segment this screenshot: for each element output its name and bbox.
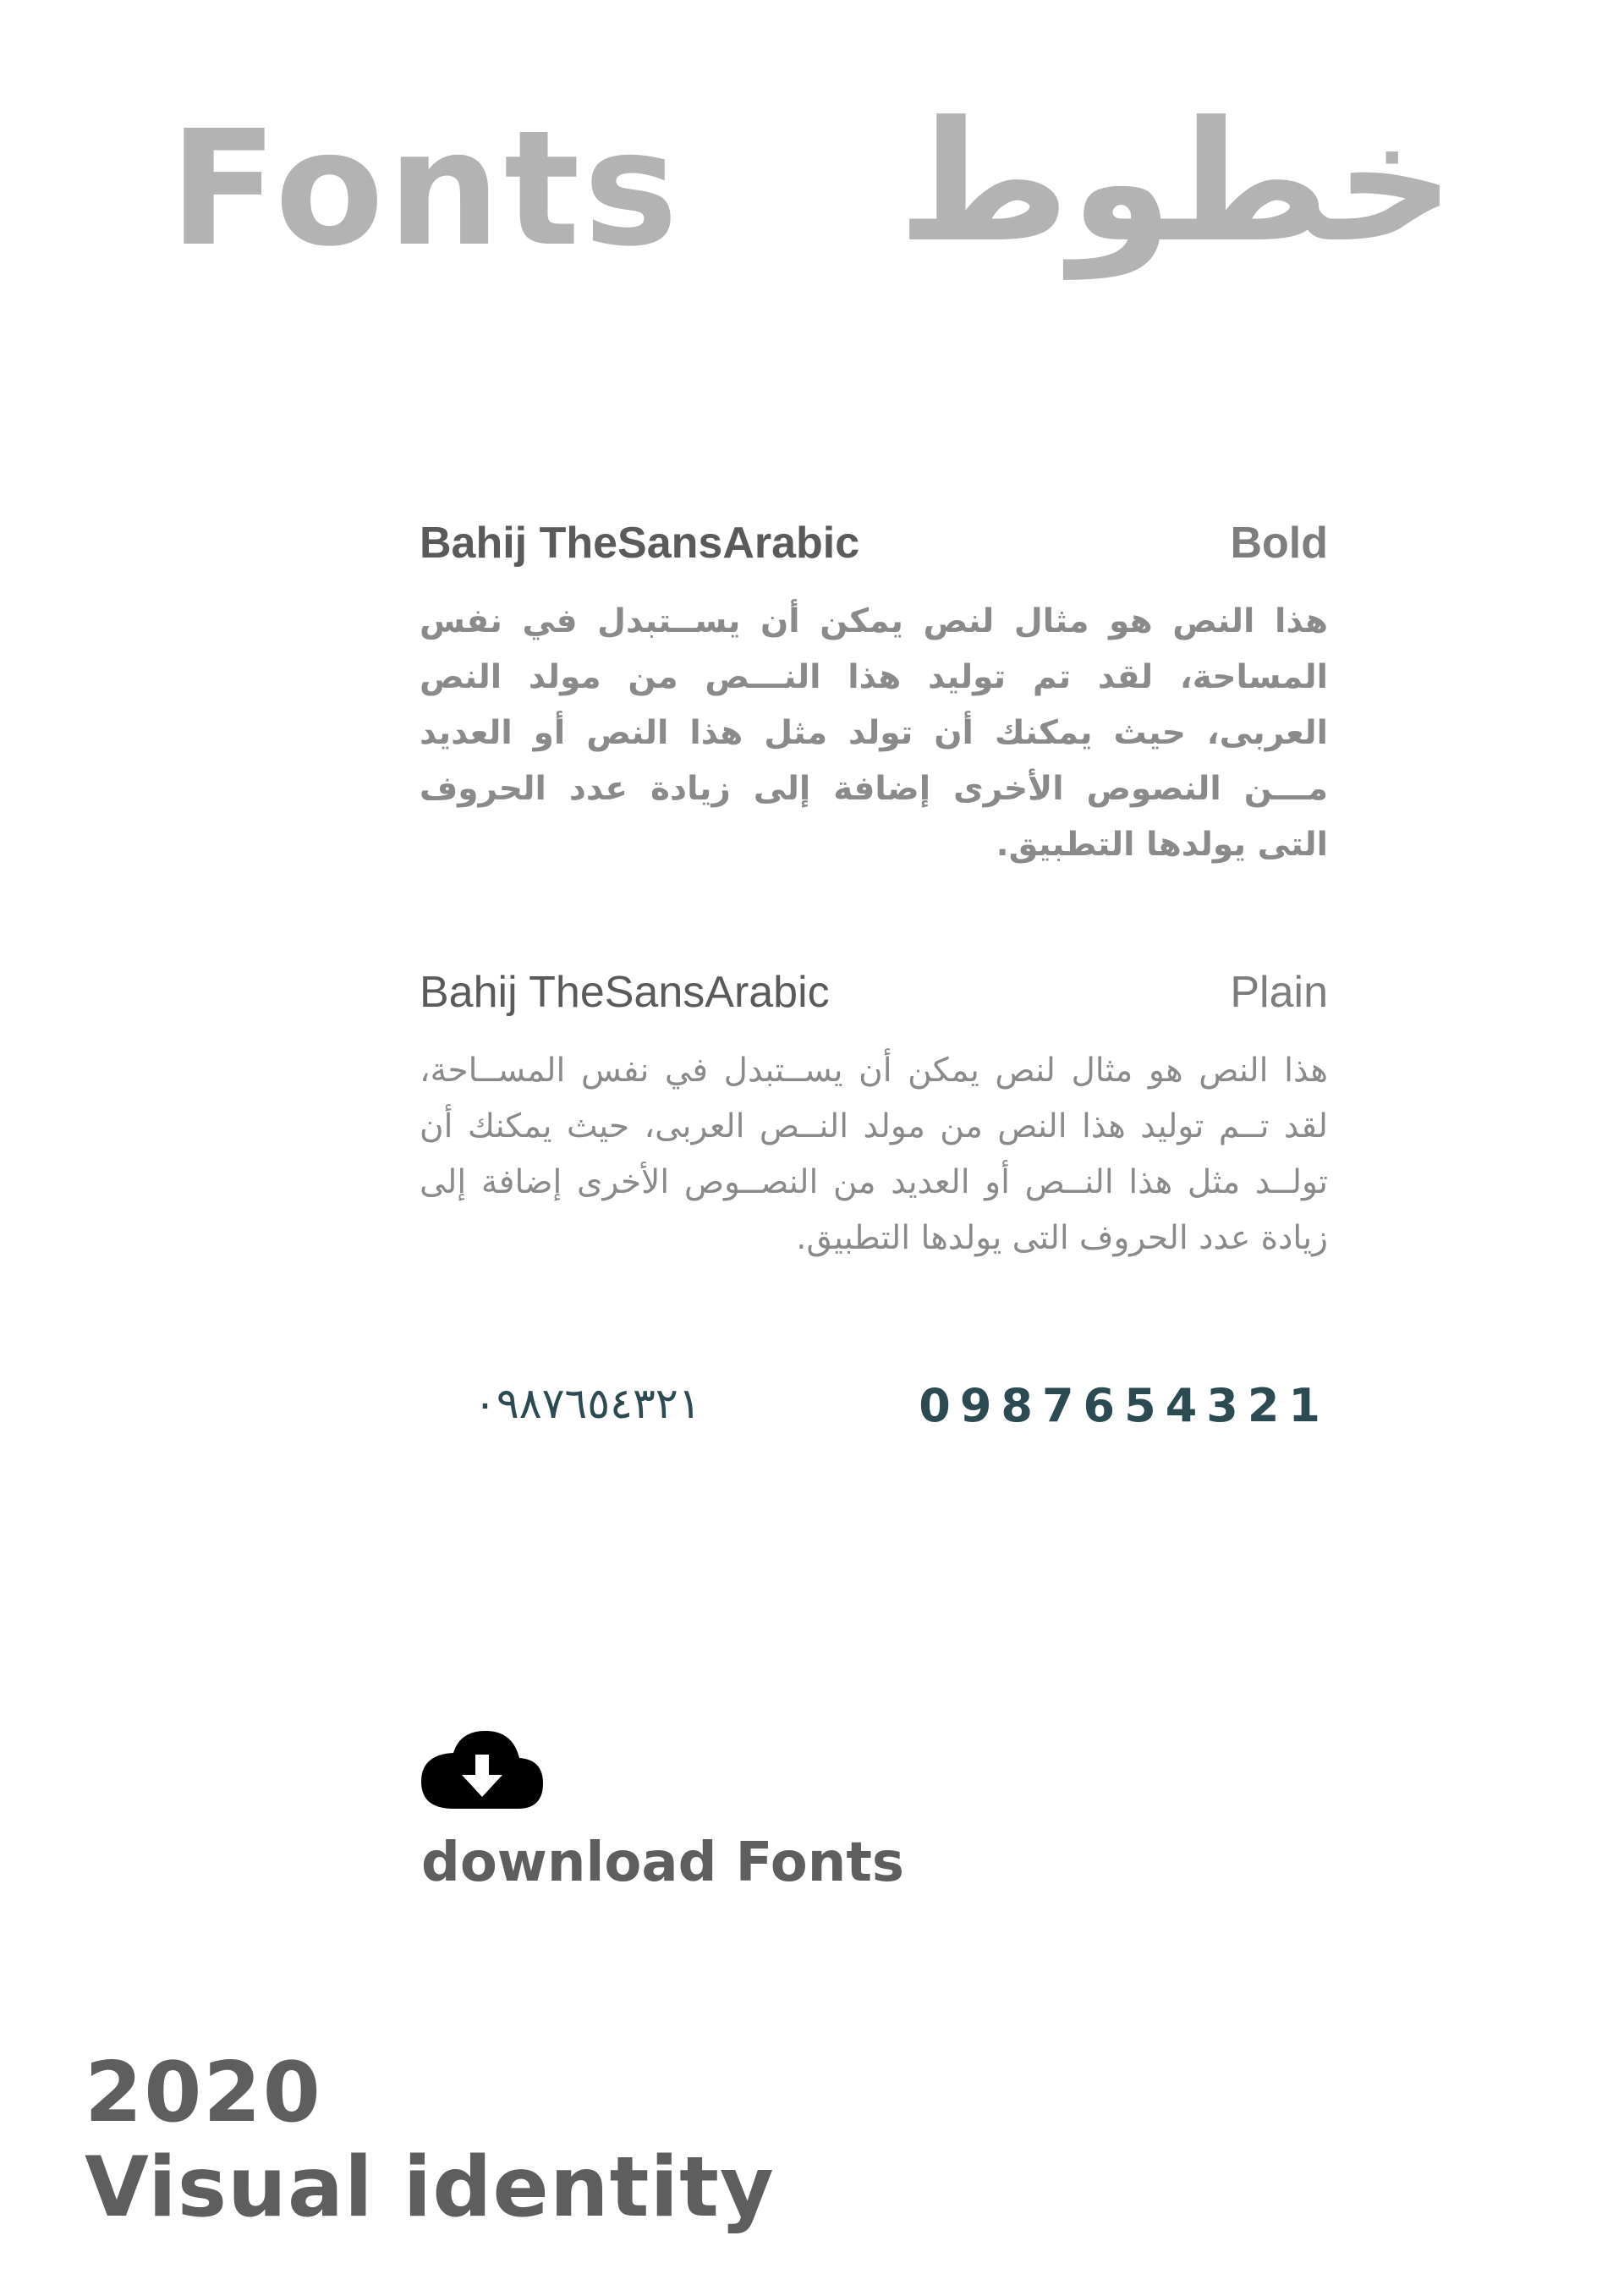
- latin-digits: 0987654321: [919, 1379, 1330, 1432]
- font-sample-text: هذا النص هو مثال لنص يمكن أن يســتبدل في نفس المساحة، لقد تم توليد هذا النـــص من مولد النص العربى، حيث يمكنك أن تولد مثل هذا النص أو العديد مـــن النصوص الأخرى إضافة إلى زيادة عدد الحروف التى يولدها التطبيق.: [420, 602, 1328, 864]
- footer-year: 2020: [85, 2045, 322, 2141]
- cloud-download-icon[interactable]: [420, 1727, 545, 1812]
- font-weight-label: Plain: [1230, 968, 1328, 1017]
- download-fonts-link[interactable]: download Fonts: [421, 1832, 904, 1894]
- font-sample-text: هذا النص هو مثال لنص يمكن أن يســتبدل في نفس المســاحة، لقد تــم توليد هذا النص من مولد النــص العربى، حيث يمكنك أن تولــد مثل هذا النــص أو العديد من النصــوص الأخرى إضافة إلى زيادة عدد الحروف التى يولدها التطبيق.: [420, 1052, 1328, 1257]
- page-title-english: Fonts: [169, 96, 682, 282]
- font-weight-label: Bold: [1230, 519, 1328, 568]
- arabic-digits: ٠٩٨٧٦٥٤٣٢١: [474, 1379, 701, 1428]
- font-specimen-header: [420, 518, 1328, 577]
- font-specimen-plain: [420, 967, 1328, 1299]
- font-specimen-header: [420, 967, 1328, 1026]
- font-name: Bahij TheSansArabic: [420, 968, 830, 1017]
- font-specimen-bold: [420, 518, 1328, 906]
- page-title-arabic: خطوط: [897, 86, 1455, 279]
- font-name: Bahij TheSansArabic: [420, 519, 860, 568]
- footer-subtitle: Visual identity: [85, 2139, 775, 2236]
